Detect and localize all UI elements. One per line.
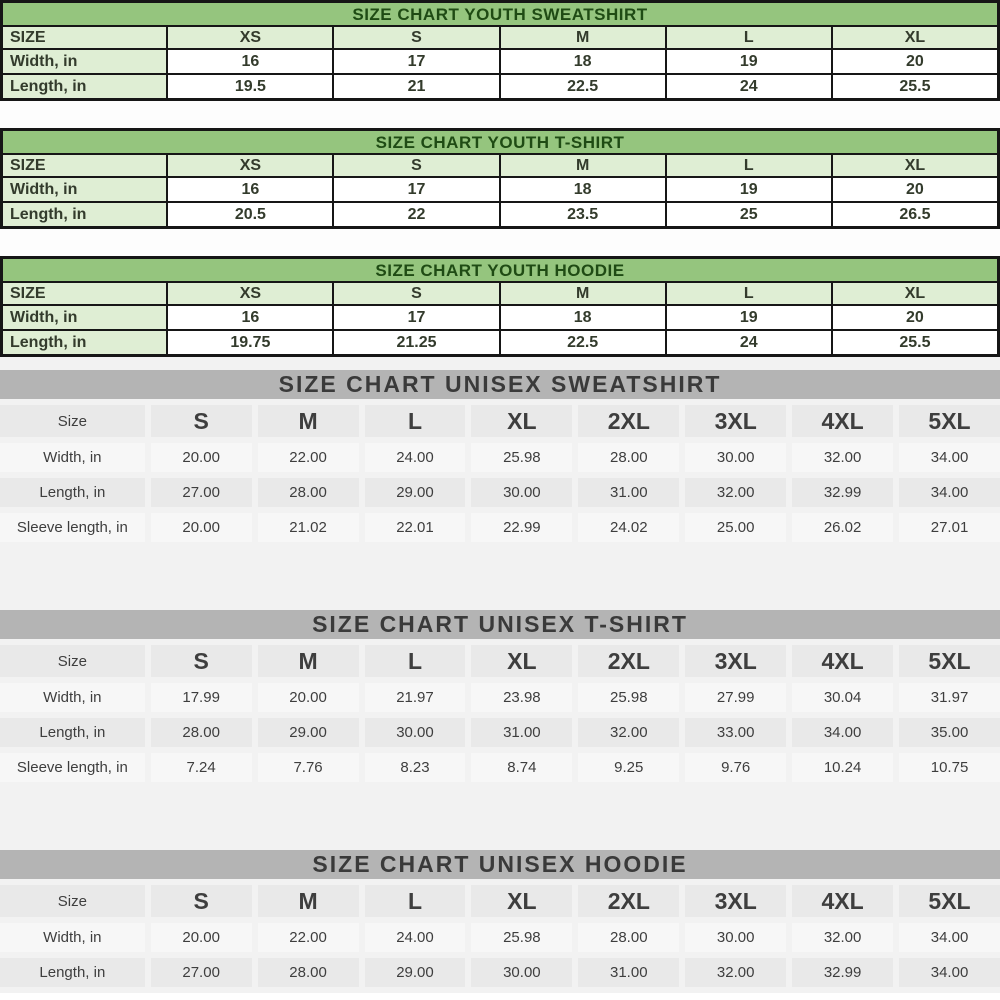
size-table (1, 281, 999, 356)
size-chart-unisex-tshirt (0, 610, 1000, 788)
size-value: 20 (832, 177, 998, 202)
size-value: 24 (666, 330, 832, 355)
size-value: 30.00 (685, 923, 786, 952)
size-value: 27.00 (151, 958, 252, 987)
size-value: 16 (167, 177, 333, 202)
measurement-row (0, 683, 1000, 712)
size-value: 32.99 (792, 958, 893, 987)
size-value: 23.98 (471, 683, 572, 712)
size-value: 21.02 (258, 513, 359, 542)
size-value: 28.00 (151, 718, 252, 747)
size-table (1, 153, 999, 228)
size-column-header: XL (832, 154, 998, 177)
size-value: 29.00 (365, 478, 466, 507)
row-label: Width, in (2, 49, 167, 74)
size-value: 22.5 (500, 74, 666, 99)
size-column-header: S (151, 645, 252, 677)
size-value: 24.00 (365, 923, 466, 952)
size-column-header: M (258, 885, 359, 917)
size-column-header: 3XL (685, 645, 786, 677)
size-value: 20 (832, 49, 998, 74)
size-column-header: L (666, 26, 832, 49)
size-column-header: M (500, 26, 666, 49)
size-value: 26.02 (792, 513, 893, 542)
size-value: 30.00 (471, 478, 572, 507)
size-value: 19 (666, 305, 832, 330)
size-value: 22.00 (258, 923, 359, 952)
size-column-header: XL (832, 26, 998, 49)
row-label: Length, in (2, 74, 167, 99)
size-value: 32.00 (578, 718, 679, 747)
size-value: 27.01 (899, 513, 1000, 542)
size-column-header: 5XL (899, 645, 1000, 677)
size-value: 25.98 (578, 683, 679, 712)
size-table (0, 399, 1000, 548)
size-value: 35.00 (899, 718, 1000, 747)
size-value: 17 (333, 49, 499, 74)
size-header-label: Size (0, 885, 145, 917)
youth-size-charts-area (0, 0, 1000, 357)
size-column-header: S (333, 26, 499, 49)
size-column-header: XL (471, 405, 572, 437)
size-table (0, 879, 1000, 993)
row-label: Length, in (2, 330, 167, 355)
size-value: 17.99 (151, 683, 252, 712)
size-chart-youth-tshirt (0, 128, 1000, 229)
row-label: Width, in (0, 923, 145, 952)
size-chart-unisex-sweatshirt (0, 370, 1000, 548)
table-title: SIZE CHART YOUTH HOODIE (1, 257, 999, 281)
size-value: 17 (333, 305, 499, 330)
size-value: 18 (500, 305, 666, 330)
size-column-header: 2XL (578, 405, 679, 437)
size-column-header: XS (167, 282, 333, 305)
size-chart-youth-sweatshirt (0, 0, 1000, 101)
size-column-header: XS (167, 154, 333, 177)
size-value: 25.5 (832, 74, 998, 99)
size-value: 25.98 (471, 443, 572, 472)
size-value: 32.00 (685, 478, 786, 507)
size-column-header: 3XL (685, 405, 786, 437)
size-value: 19.75 (167, 330, 333, 355)
size-column-header: S (333, 154, 499, 177)
size-value: 28.00 (578, 923, 679, 952)
size-value: 32.00 (792, 443, 893, 472)
size-column-header: M (258, 405, 359, 437)
size-value: 26.5 (832, 202, 998, 227)
size-column-header: L (365, 645, 466, 677)
size-value: 22.01 (365, 513, 466, 542)
size-column-header: M (500, 154, 666, 177)
size-value: 24.00 (365, 443, 466, 472)
measurement-row (2, 177, 998, 202)
size-value: 18 (500, 49, 666, 74)
row-label: Width, in (2, 305, 167, 330)
size-column-header: 5XL (899, 405, 1000, 437)
table-title: SIZE CHART YOUTH SWEATSHIRT (1, 1, 999, 25)
size-value: 18 (500, 177, 666, 202)
size-value: 33.00 (685, 718, 786, 747)
size-column-header: S (151, 885, 252, 917)
size-value: 27.99 (685, 683, 786, 712)
header-row (0, 645, 1000, 677)
size-column-header: 4XL (792, 885, 893, 917)
size-value: 29.00 (365, 958, 466, 987)
size-value: 9.76 (685, 753, 786, 782)
size-column-header: 4XL (792, 645, 893, 677)
size-column-header: S (333, 282, 499, 305)
size-value: 30.04 (792, 683, 893, 712)
header-row (0, 405, 1000, 437)
size-value: 28.00 (258, 958, 359, 987)
size-value: 34.00 (792, 718, 893, 747)
size-value: 32.00 (792, 923, 893, 952)
size-column-header: L (666, 282, 832, 305)
measurement-row (0, 718, 1000, 747)
header-row (0, 885, 1000, 917)
size-value: 30.00 (365, 718, 466, 747)
size-column-header: M (500, 282, 666, 305)
size-header-label: SIZE (2, 154, 167, 177)
size-chart-unisex-hoodie (0, 850, 1000, 993)
size-value: 20.00 (258, 683, 359, 712)
size-value: 9.25 (578, 753, 679, 782)
size-value: 34.00 (899, 958, 1000, 987)
size-value: 34.00 (899, 923, 1000, 952)
size-column-header: 5XL (899, 885, 1000, 917)
measurement-row (0, 958, 1000, 987)
size-value: 19.5 (167, 74, 333, 99)
measurement-row (0, 753, 1000, 782)
size-value: 28.00 (258, 478, 359, 507)
unisex-size-charts-area (0, 357, 1000, 993)
size-value: 28.00 (578, 443, 679, 472)
size-column-header: 2XL (578, 885, 679, 917)
size-value: 16 (167, 305, 333, 330)
row-label: Length, in (0, 958, 145, 987)
header-row (2, 154, 998, 177)
size-value: 20 (832, 305, 998, 330)
size-value: 20.00 (151, 443, 252, 472)
size-value: 24.02 (578, 513, 679, 542)
measurement-row (2, 330, 998, 355)
size-value: 27.00 (151, 478, 252, 507)
size-value: 31.97 (899, 683, 1000, 712)
size-value: 24 (666, 74, 832, 99)
size-value: 21 (333, 74, 499, 99)
size-chart-youth-hoodie (0, 256, 1000, 357)
size-header-label: SIZE (2, 26, 167, 49)
size-value: 8.23 (365, 753, 466, 782)
size-value: 17 (333, 177, 499, 202)
size-value: 22.5 (500, 330, 666, 355)
size-column-header: M (258, 645, 359, 677)
size-value: 7.24 (151, 753, 252, 782)
size-value: 8.74 (471, 753, 572, 782)
size-value: 31.00 (578, 478, 679, 507)
row-label: Length, in (0, 718, 145, 747)
size-value: 21.25 (333, 330, 499, 355)
size-column-header: XL (471, 645, 572, 677)
size-value: 20.00 (151, 513, 252, 542)
size-column-header: L (666, 154, 832, 177)
row-label: Length, in (0, 478, 145, 507)
size-value: 31.00 (578, 958, 679, 987)
size-value: 25.98 (471, 923, 572, 952)
size-value: 20.00 (151, 923, 252, 952)
measurement-row (0, 478, 1000, 507)
row-label: Width, in (0, 443, 145, 472)
size-value: 22 (333, 202, 499, 227)
row-label: Sleeve length, in (0, 753, 145, 782)
table-title: SIZE CHART UNISEX T-SHIRT (0, 610, 1000, 639)
row-label: Width, in (2, 177, 167, 202)
size-value: 29.00 (258, 718, 359, 747)
size-header-label: Size (0, 645, 145, 677)
measurement-row (2, 305, 998, 330)
size-value: 30.00 (471, 958, 572, 987)
size-value: 25.00 (685, 513, 786, 542)
size-header-label: Size (0, 405, 145, 437)
size-table (0, 639, 1000, 788)
size-column-header: XL (471, 885, 572, 917)
measurement-row (0, 443, 1000, 472)
size-column-header: S (151, 405, 252, 437)
size-value: 22.99 (471, 513, 572, 542)
table-title: SIZE CHART UNISEX SWEATSHIRT (0, 370, 1000, 399)
size-value: 23.5 (500, 202, 666, 227)
size-column-header: L (365, 405, 466, 437)
size-value: 25 (666, 202, 832, 227)
size-value: 21.97 (365, 683, 466, 712)
measurement-row (2, 49, 998, 74)
size-value: 19 (666, 49, 832, 74)
size-value: 16 (167, 49, 333, 74)
size-value: 31.00 (471, 718, 572, 747)
size-header-label: SIZE (2, 282, 167, 305)
size-value: 20.5 (167, 202, 333, 227)
table-title: SIZE CHART UNISEX HOODIE (0, 850, 1000, 879)
row-label: Length, in (2, 202, 167, 227)
size-column-header: 3XL (685, 885, 786, 917)
size-column-header: L (365, 885, 466, 917)
size-column-header: XL (832, 282, 998, 305)
size-column-header: XS (167, 26, 333, 49)
size-value: 30.00 (685, 443, 786, 472)
row-label: Width, in (0, 683, 145, 712)
header-row (2, 26, 998, 49)
size-value: 32.99 (792, 478, 893, 507)
size-table (1, 25, 999, 100)
size-value: 34.00 (899, 443, 1000, 472)
measurement-row (0, 513, 1000, 542)
measurement-row (2, 202, 998, 227)
table-title: SIZE CHART YOUTH T-SHIRT (1, 129, 999, 153)
size-value: 34.00 (899, 478, 1000, 507)
size-column-header: 2XL (578, 645, 679, 677)
size-value: 25.5 (832, 330, 998, 355)
size-column-header: 4XL (792, 405, 893, 437)
measurement-row (2, 74, 998, 99)
row-label: Sleeve length, in (0, 513, 145, 542)
size-value: 10.75 (899, 753, 1000, 782)
header-row (2, 282, 998, 305)
size-value: 7.76 (258, 753, 359, 782)
measurement-row (0, 923, 1000, 952)
size-value: 32.00 (685, 958, 786, 987)
size-value: 10.24 (792, 753, 893, 782)
size-value: 19 (666, 177, 832, 202)
size-value: 22.00 (258, 443, 359, 472)
